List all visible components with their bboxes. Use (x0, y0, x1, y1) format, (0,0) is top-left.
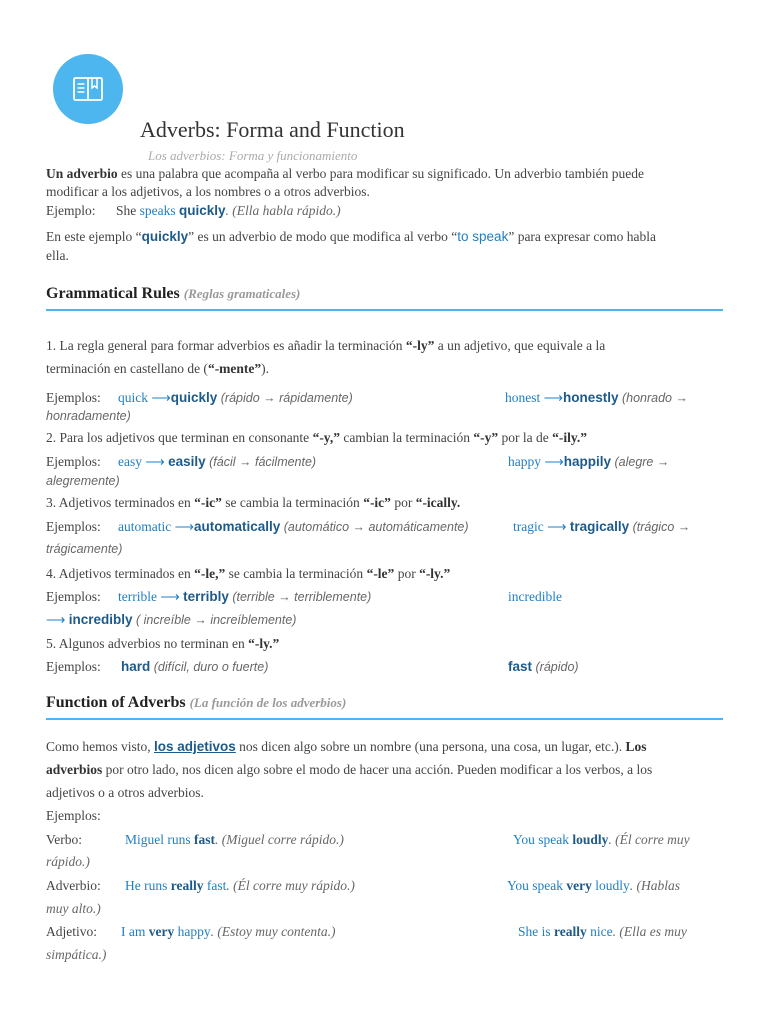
rule-3-examples: Ejemplos: automatic ⟶automatically (automático → automáticamente) tragic ⟶ tragically (trágico → (46, 519, 691, 534)
rule-1-line2: terminación en castellano de (“-mente”). (46, 361, 270, 376)
rule-3: 3. Adjetivos terminados en “-ic” se cambia la terminación “-ic” por “-ically. (46, 495, 461, 510)
intro-explanation: En este ejemplo “quickly” es un adverbio de modo que modifica al verbo “to speak” para expresar como habla (46, 229, 656, 244)
example-verbo-line2: rápido.) (46, 854, 90, 869)
rule-4: 4. Adjetivos terminados en “-le,” se cambia la terminación “-le” por “-ly.” (46, 566, 451, 581)
rule-2-examples-line2: alegremente) (46, 474, 120, 488)
example-adjetivo: Adjetivo: I am very happy. (Estoy muy contenta.) She is really nice. (Ella es muy (46, 924, 687, 939)
book-icon (68, 69, 108, 109)
intro-paragraph-line2: modificar a los adjetivos, a los nombres o a otros adverbios. (46, 184, 370, 199)
function-paragraph-line2: adverbios por otro lado, nos dicen algo sobre el modo de hacer una acción. Pueden modificar a los verbos, a los (46, 762, 653, 777)
rule-2-examples: Ejemplos: easy ⟶ easily (fácil → fácilmente) happy ⟶happily (alegre → (46, 454, 670, 469)
section-divider (46, 309, 723, 311)
function-paragraph: Como hemos visto, los adjetivos nos dicen algo sobre un nombre (una persona, una cosa, un lugar, etc.). Los (46, 739, 647, 754)
section-divider (46, 718, 723, 720)
page-subtitle: Los adverbios: Forma y funcionamiento (148, 148, 358, 163)
example-adverbio-line2: muy alto.) (46, 901, 101, 916)
rule-3-examples-line2: trágicamente) (46, 542, 123, 556)
rule-5: 5. Algunos adverbios no terminan en “-ly.” (46, 636, 280, 651)
rule-1: 1. La regla general para formar adverbios es añadir la terminación “-ly” a un adjetivo, que equivale a la (46, 338, 606, 353)
rule-5-examples: Ejemplos: hard (difícil, duro o fuerte) fast (rápido) (46, 659, 579, 674)
rule-2: 2. Para los adjetivos que terminan en consonante “-y,” cambian la terminación “-y” por la de “-ily.” (46, 430, 588, 445)
book-icon-badge (53, 54, 123, 124)
function-paragraph-line3: adjetivos o a otros adverbios. (46, 785, 204, 800)
rule-1-examples-line2: honradamente) (46, 409, 131, 423)
example-verbo: Verbo: Miguel runs fast. (Miguel corre rápido.) You speak loudly. (Él corre muy (46, 832, 690, 847)
rule-4-examples-line2: ⟶ incredibly ( increíble → increíblemente) (46, 612, 297, 627)
page-title: Adverbs: Forma and Function (140, 117, 405, 142)
intro-example: Ejemplo: She speaks quickly. (Ella habla rápido.) (46, 203, 341, 218)
rule-4-examples: Ejemplos: terrible ⟶ terribly (terrible → terriblemente) incredible (46, 589, 562, 604)
intro-paragraph: Un adverbio es una palabra que acompaña al verbo para modificar su significado. Un adverbio también puede (46, 166, 644, 181)
rule-1-examples: Ejemplos: quick ⟶quickly (rápido → rápidamente) honest ⟶honestly (honrado → (46, 390, 688, 405)
example-adverbio: Adverbio: He runs really fast. (Él corre muy rápido.) You speak very loudly. (Hablas (46, 878, 681, 893)
section-heading-grammatical-rules: Grammatical Rules (Reglas gramaticales) (46, 285, 301, 302)
section-heading-function-of-adverbs: Function of Adverbs (La función de los adverbios) (46, 694, 347, 711)
function-examples-label: Ejemplos: (46, 808, 101, 823)
intro-explanation-line2: ella. (46, 248, 69, 263)
example-adjetivo-line2: simpática.) (46, 947, 107, 962)
